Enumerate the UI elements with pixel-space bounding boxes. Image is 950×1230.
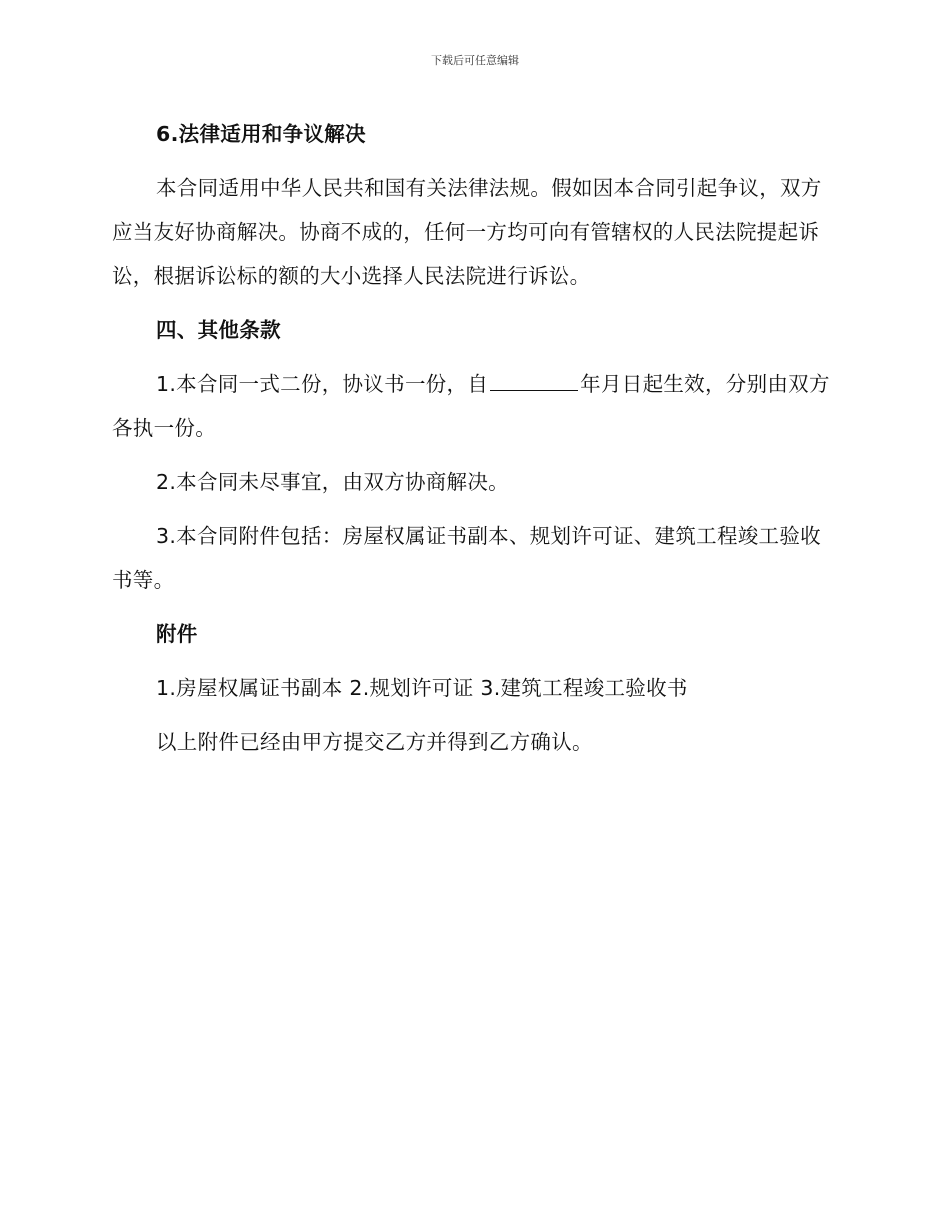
- attachments-note: 以上附件已经由甲方提交乙方并得到乙方确认。: [156, 730, 593, 754]
- document-body: [112, 112, 832, 774]
- attachments-list: 1.房屋权属证书副本 2.规划许可证 3.建筑工程竣工验收书: [156, 676, 688, 700]
- term-1-text-start: 1.本合同一式二份，协议书一份，自: [156, 372, 489, 396]
- section-heading-attachments: 附件: [156, 622, 198, 646]
- section-heading-other-terms: 四、其他条款: [156, 318, 281, 342]
- term-1-text-end: 年月日起生效，分别由双方各执一份。: [112, 372, 830, 440]
- paragraph-term-1: [112, 362, 832, 450]
- paragraph-term-3: 3.本合同附件包括：房屋权属证书副本、规划许可证、建筑工程竣工验收书等。: [112, 524, 821, 592]
- section-heading-law: 6.法律适用和争议解决: [156, 122, 366, 146]
- paragraph-law: 本合同适用中华人民共和国有关法律法规。假如因本合同引起争议，双方应当友好协商解决。协商不成的，任何一方均可向有管辖权的人民法院提起诉讼，根据诉讼标的额的大小选择人民法院进行诉讼。: [112, 176, 822, 288]
- date-blank-line: [490, 370, 578, 391]
- paragraph-term-2: 2.本合同未尽事宜，由双方协商解决。: [156, 470, 509, 494]
- page-header: 下载后可任意编辑: [431, 54, 519, 67]
